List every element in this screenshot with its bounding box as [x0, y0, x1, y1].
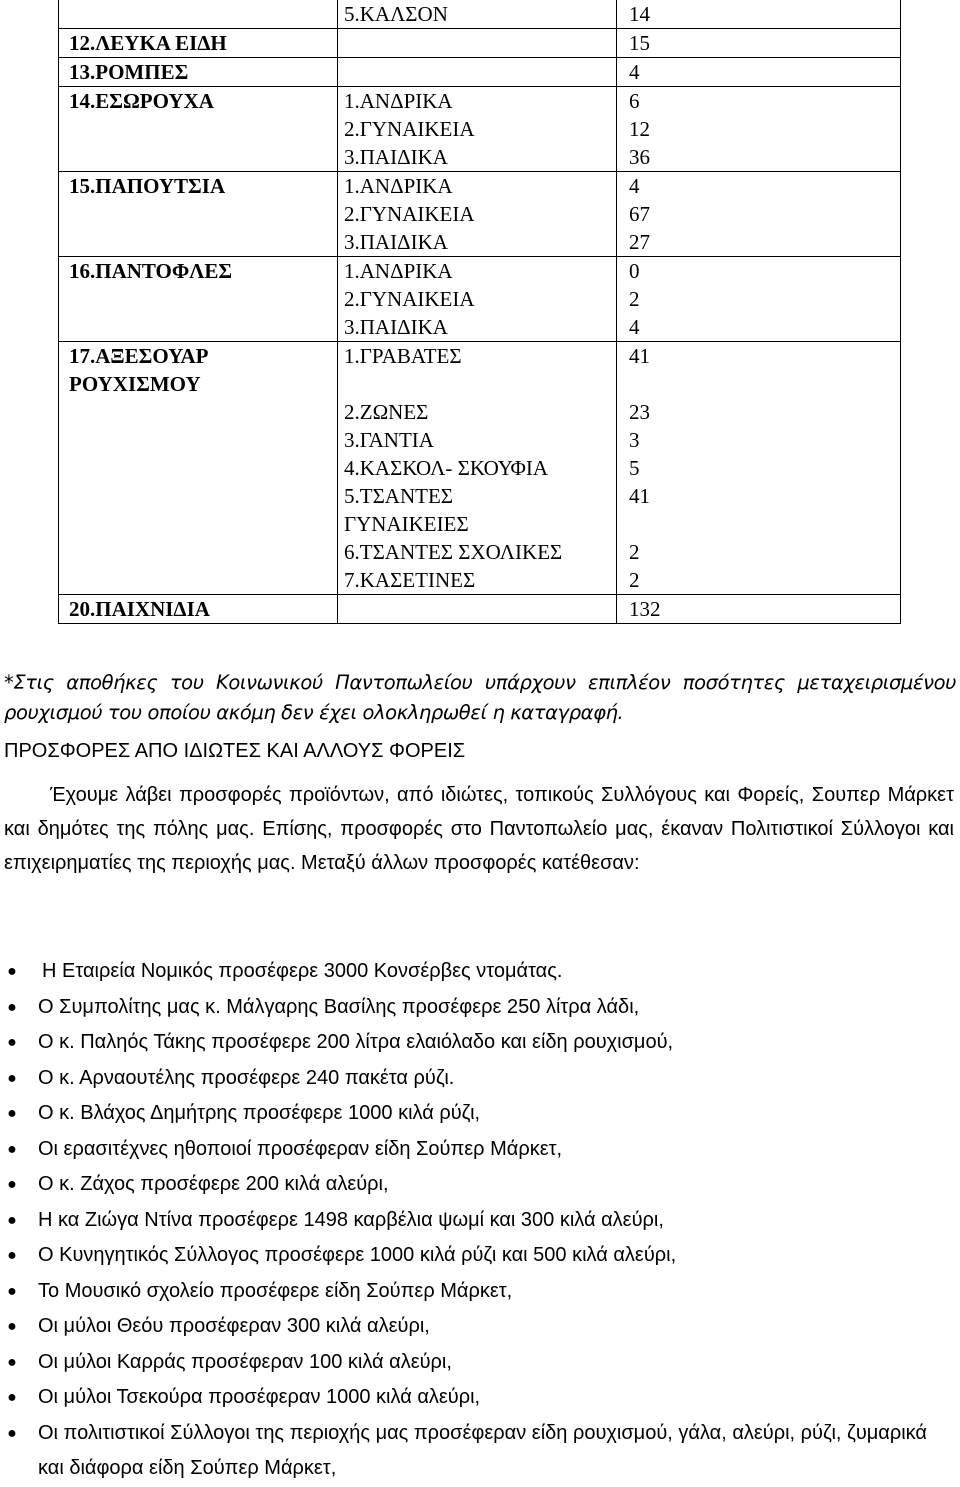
offer-text: Ο Κυνηγητικός Σύλλογος προσέφερε 1000 κιλά ρύζι και 500 κιλά αλεύρι, — [38, 1244, 677, 1266]
inventory-row — [59, 143, 901, 172]
offer-text: Ο κ. Αρναουτέλης προσέφερε 240 πακέτα ρύζι. — [38, 1066, 455, 1089]
bullet-icon: ● — [7, 1140, 17, 1158]
category-cell — [59, 0, 338, 29]
bullet-icon: ● — [7, 1247, 17, 1264]
subcategory-cell: 1.ΑΝΔΡΙΚΑ — [338, 87, 617, 116]
category-cell: 15.ΠΑΠΟΥΤΣΙΑ — [59, 172, 338, 201]
bullet-icon: ● — [7, 1176, 17, 1193]
category-cell: 12.ΛΕΥΚΑ ΕΙΔΗ — [59, 29, 338, 58]
offer-list-item — [0, 1096, 960, 1132]
bullet-icon: ● — [7, 1282, 17, 1300]
quantity-cell: 0 — [617, 257, 901, 286]
inventory-row — [59, 0, 901, 29]
category-cell — [59, 566, 338, 595]
subcategory-cell: 1.ΑΝΔΡΙΚΑ — [338, 257, 617, 286]
subcategory-cell: 5.ΤΣΑΝΤΕΣ ΓΥΝΑΙΚΕΙΕΣ — [338, 482, 617, 538]
subcategory-cell: 6.ΤΣΑΝΤΕΣ ΣΧΟΛΙΚΕΣ — [338, 538, 617, 566]
subcategory-cell: 5.ΚΑΛΣΟΝ — [338, 0, 617, 29]
category-cell: 14.ΕΣΩΡΟΥΧΑ — [59, 87, 338, 116]
category-cell — [59, 143, 338, 172]
category-cell — [59, 398, 338, 426]
quantity-cell: 5 — [617, 454, 901, 482]
category-cell: 17.ΑΞΕΣΟΥΑΡ ΡΟΥΧΙΣΜΟΥ — [59, 342, 338, 399]
offers-intro-paragraph: Έχουμε λάβει προσφορές προϊόντων, από ιδιώτες, τοπικούς Συλλόγους και Φορείς, Σουπερ Μάρκετ και δημότες της πόλης μας. Επίσης, προσφορές στο Παντοπωλείο μας, έκαναν Πολιτιστικοί Σύλλογοι και επιχειρηματίες της περιοχής μας. Μεταξύ άλλων προσφορές κατέθεσαν: — [4, 784, 954, 874]
quantity-cell: 23 — [617, 398, 901, 426]
quantity-cell: 6 — [617, 87, 901, 116]
inventory-row — [59, 454, 901, 482]
inventory-row — [59, 228, 901, 257]
bullet-icon: ● — [7, 1318, 17, 1335]
subcategory-cell: 1.ΑΝΔΡΙΚΑ — [338, 172, 617, 201]
inventory-row — [59, 482, 901, 538]
bullet-icon: ● — [7, 1034, 17, 1051]
inventory-row — [59, 29, 901, 58]
quantity-cell: 41 — [617, 482, 901, 538]
offers-list — [0, 954, 960, 1487]
subcategory-cell: 4.ΚΑΣΚΟΛ- ΣΚΟΥΦΙΑ — [338, 454, 617, 482]
subcategory-cell: 2.ΓΥΝΑΙΚΕΙΑ — [338, 285, 617, 313]
subcategory-cell: 3.ΠΑΙΔΙΚΑ — [338, 313, 617, 342]
inventory-row — [59, 172, 901, 201]
quantity-cell: 2 — [617, 285, 901, 313]
offer-text: Οι ερασιτέχνες ηθοποιοί προσέφεραν είδη Σούπερ Μάρκετ, — [38, 1137, 563, 1160]
quantity-cell: 41 — [617, 342, 901, 399]
bullet-icon: ● — [7, 1389, 17, 1406]
inventory-table — [58, 0, 901, 624]
offer-list-item — [0, 1025, 960, 1061]
inventory-row — [59, 200, 901, 228]
subcategory-cell: 2.ΖΩΝΕΣ — [338, 398, 617, 426]
quantity-cell: 15 — [617, 29, 901, 58]
inventory-table-body — [59, 0, 901, 624]
inventory-row — [59, 58, 901, 87]
quantity-cell: 67 — [617, 200, 901, 228]
offer-list-item — [0, 1345, 960, 1381]
quantity-cell: 3 — [617, 426, 901, 454]
category-cell — [59, 426, 338, 454]
bullet-icon: ● — [7, 1069, 17, 1087]
inventory-row — [59, 257, 901, 286]
offer-text: Οι μύλοι Θεόυ προσέφεραν 300 κιλά αλεύρι, — [38, 1315, 430, 1337]
offer-text: Οι μύλοι Τσεκούρα προσέφεραν 1000 κιλά αλεύρι, — [38, 1386, 481, 1408]
inventory-row — [59, 342, 901, 399]
offer-list-item — [0, 1203, 960, 1239]
subcategory-cell: 1.ΓΡΑΒΑΤΕΣ — [338, 342, 617, 399]
bullet-icon: ● — [7, 1353, 17, 1371]
inventory-row — [59, 115, 901, 143]
offer-list-item — [0, 1274, 960, 1310]
inventory-row — [59, 285, 901, 313]
category-cell — [59, 538, 338, 566]
bullet-icon: ● — [7, 1105, 17, 1122]
offer-list-item — [0, 1416, 960, 1487]
quantity-cell: 2 — [617, 566, 901, 595]
bullet-icon: ● — [7, 963, 17, 980]
subcategory-cell: 3.ΠΑΙΔΙΚΑ — [338, 228, 617, 257]
bullet-icon: ● — [7, 1424, 17, 1442]
subcategory-cell: 3.ΠΑΙΔΙΚΑ — [338, 143, 617, 172]
offer-list-item — [0, 954, 960, 990]
offer-list-item — [0, 1167, 960, 1203]
inventory-row — [59, 566, 901, 595]
category-cell — [59, 115, 338, 143]
subcategory-cell: 2.ΓΥΝΑΙΚΕΙΑ — [338, 115, 617, 143]
inventory-row — [59, 398, 901, 426]
offer-text: Ο κ. Ζάχος προσέφερε 200 κιλά αλεύρι, — [38, 1173, 389, 1195]
quantity-cell: 132 — [617, 595, 901, 624]
category-cell: 13.ΡΟΜΠΕΣ — [59, 58, 338, 87]
quantity-cell: 14 — [617, 0, 901, 29]
offer-list-item — [0, 1132, 960, 1168]
offer-list-item — [0, 1238, 960, 1274]
offer-text: Το Μουσικό σχολείο προσέφερε είδη Σούπερ Μάρκετ, — [38, 1279, 513, 1302]
inventory-row — [59, 595, 901, 624]
subcategory-cell: 2.ΓΥΝΑΙΚΕΙΑ — [338, 200, 617, 228]
bullet-icon: ● — [7, 998, 17, 1016]
quantity-cell: 4 — [617, 313, 901, 342]
offer-text: Η Εταιρεία Νομικός προσέφερε 3000 Κονσέρβες ντομάτας. — [42, 960, 563, 982]
quantity-cell: 4 — [617, 172, 901, 201]
offer-list-item — [0, 990, 960, 1026]
inventory-note: *Στις αποθήκες του Κοινωνικού Παντοπωλείου υπάρχουν επιπλέον ποσότητες μεταχειρισμένου ρουχισμού του οποίου ακόμη δεν έχει ολοκληρωθεί η καταγραφή. — [4, 670, 956, 724]
subcategory-cell — [338, 58, 617, 87]
category-cell — [59, 482, 338, 538]
category-cell — [59, 200, 338, 228]
quantity-cell: 27 — [617, 228, 901, 257]
category-cell: 16.ΠΑΝΤΟΦΛΕΣ — [59, 257, 338, 286]
inventory-row — [59, 538, 901, 566]
subcategory-cell: 3.ΓΑΝΤΙΑ — [338, 426, 617, 454]
offer-list-item — [0, 1061, 960, 1097]
quantity-cell: 36 — [617, 143, 901, 172]
offer-text: Οι πολιτιστικοί Σύλλογοι της περιοχής μας προσέφεραν είδη ρουχισμού, γάλα, αλεύρι, ρύζι, ζυμαρικά και διάφορα είδη Σούπερ Μάρκετ, — [38, 1421, 927, 1479]
category-cell — [59, 228, 338, 257]
bullet-icon: ● — [7, 1211, 17, 1229]
subcategory-cell — [338, 29, 617, 58]
category-cell — [59, 454, 338, 482]
subcategory-cell — [338, 595, 617, 624]
offers-section-title: ΠΡΟΣΦΟΡΕΣ ΑΠΟ ΙΔΙΩΤΕΣ ΚΑΙ ΑΛΛΟΥΣ ΦΟΡΕΙΣ — [4, 740, 466, 762]
quantity-cell: 12 — [617, 115, 901, 143]
offer-text: Ο κ. Βλάχος Δημήτρης προσέφερε 1000 κιλά ρύζι, — [38, 1102, 481, 1124]
inventory-table-container — [58, 0, 900, 624]
subcategory-cell: 7.ΚΑΣΕΤΙΝΕΣ — [338, 566, 617, 595]
inventory-row — [59, 426, 901, 454]
offer-text: Ο κ. Παληός Τάκης προσέφερε 200 λίτρα ελαιόλαδο και είδη ρουχισμού, — [38, 1031, 674, 1053]
offer-text: Η κα Ζιώγα Ντίνα προσέφερε 1498 καρβέλια ψωμί και 300 κιλά αλεύρι, — [38, 1208, 664, 1231]
category-cell: 20.ΠΑΙΧΝΙΔΙΑ — [59, 595, 338, 624]
quantity-cell: 4 — [617, 58, 901, 87]
category-cell — [59, 285, 338, 313]
inventory-row — [59, 313, 901, 342]
offer-list-item — [0, 1380, 960, 1416]
category-cell — [59, 313, 338, 342]
quantity-cell: 2 — [617, 538, 901, 566]
offer-list-item — [0, 1309, 960, 1345]
offer-text: Οι μύλοι Καρράς προσέφεραν 100 κιλά αλεύρι, — [38, 1350, 452, 1373]
offer-text: Ο Συμπολίτης μας κ. Μάλγαρης Βασίλης προσέφερε 250 λίτρα λάδι, — [38, 995, 640, 1018]
inventory-row — [59, 87, 901, 116]
